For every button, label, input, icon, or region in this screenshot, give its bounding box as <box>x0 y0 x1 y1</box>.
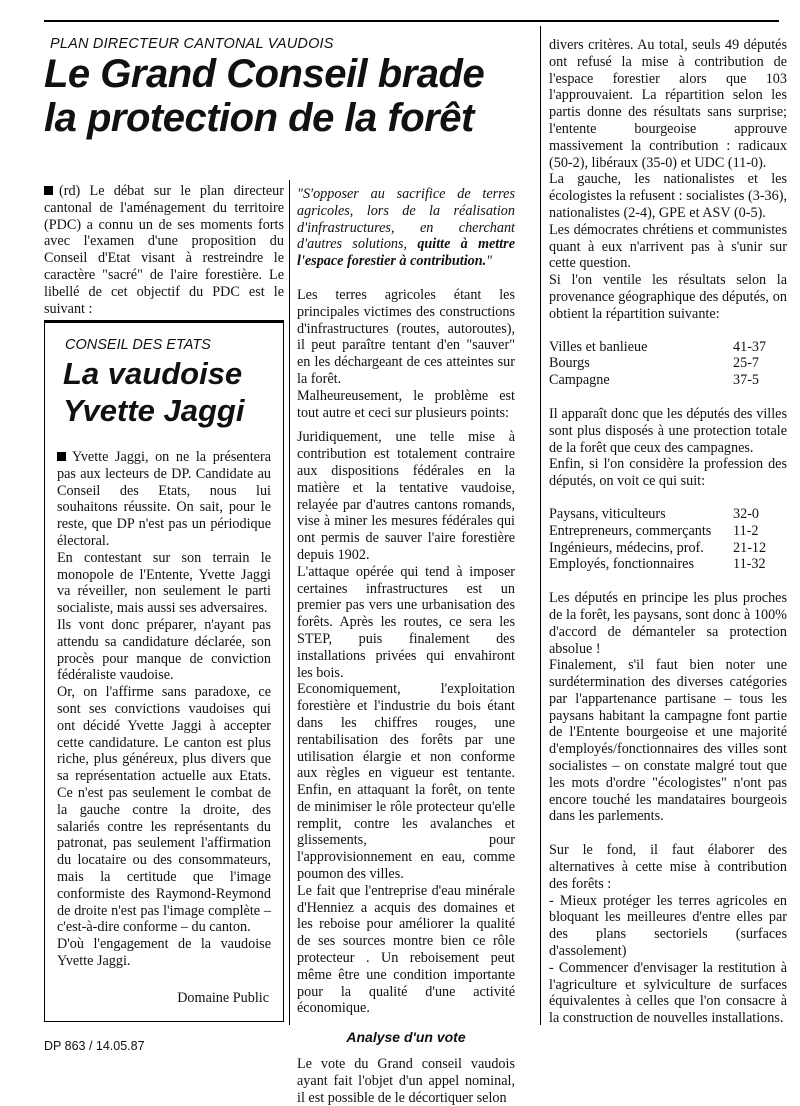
table-row: Villes et banlieue 41-37 <box>549 338 767 355</box>
sidebar-paragraph: Ils vont donc préparer, n'ayant pas attendu sa candidature déclarée, son procès pour manque de conviction fédéraliste vaudoise. <box>57 616 271 684</box>
body-paragraph: Economiquement, l'exploitation forestière et l'industrie du bois étant dans les chiffres rouges, une rentabilisation des forêts par une utilisation élargie et non conforme aux règles en vigueur est tentante. Enfin, en attaquant la forêt, on tente de minimiser le rôle protecteur qu'elle remplit, contre les avalanches et glissements, pour l'approvisionnement en eau, comme poumon des villes. <box>297 681 515 883</box>
body-paragraph: Sur le fond, il faut élaborer des alternatives à cette mise à contribution des forêts : <box>549 842 787 892</box>
body-paragraph: - Commencer d'envisager la restitution à l'agriculture et sylviculture de surfaces équivalentes à celles que l'on consacre à la construction de nouvelles installations. <box>549 959 787 1027</box>
column-2 <box>297 186 515 1106</box>
sidebar-paragraph: En contestant sur son terrain le monopole de l'Entente, Yvette Jaggi va réveiller, non seulement le parti socialiste, mais aussi ses adversaires. <box>57 549 271 617</box>
sidebar-kicker: CONSEIL DES ETATS <box>65 337 211 353</box>
column-1 <box>44 183 284 317</box>
column-divider <box>289 180 290 1025</box>
profession-results-table <box>549 506 787 573</box>
body-paragraph: Il apparaît donc que les députés des villes sont plus disposés à une protection totale de la forêt que ceux des campagnes. <box>549 405 787 456</box>
body-paragraph: Enfin, si l'on considère la profession des députés, on voit ce qui suit: <box>549 456 787 490</box>
body-paragraph: - Mieux protéger les terres agricoles en bloquant les meilleures d'entre elles par des plans sectoriels (surfaces d'assolement) <box>549 892 787 960</box>
body-paragraph: Finalement, s'il faut bien noter une surdétermination des diverses catégories par l'appartenance partisane – tous les paysans habitant la campagne font partie de l'Entente bourgeoise et une majorité d'employés/fonctionnaires des villes sont socialistes – on constate malgré tout que les mots d'ordre "écologistes" n'ont pas encore touché les mandataires bourgeois dans les parlements. <box>549 657 787 825</box>
sidebar-paragraph: D'où l'engagement de la vaudoise Yvette Jaggi. <box>57 936 271 969</box>
body-paragraph: Les terres agricoles étant les principales victimes des constructions d'infrastructures (routes, autoroutes), il peut paraître tentant d'en "sauver" en les déchargeant de ces atteintes sur la forêt. <box>297 286 515 387</box>
body-paragraph: Le vote du Grand conseil vaudois ayant fait l'objet d'un appel nominal, il est possible de le décortiquer selon <box>297 1056 515 1106</box>
bullet-square-icon <box>44 186 53 195</box>
body-paragraph: Juridiquement, une telle mise à contribution est totalement contraire aux dispositions fédérales en la matière et la tentative vaudoise, relayée par d'autres cantons romands, vise à miner les mesures fédérales qui ont permis de sauver l'aire forestière depuis 1902. <box>297 429 515 563</box>
body-paragraph: L'attaque opérée qui tend à imposer certaines infrastructures est un premier pas vers une urbanisation des forêts. Après les routes, ce sera les STEP, puis finalement des installations privées qui envahiront les bois. <box>297 563 515 681</box>
body-paragraph: Si l'on ventile les résultats selon la provenance géographique des députés, on obtient la répartition suivante: <box>549 272 787 322</box>
sidebar-title-line-2: Yvette Jaggi <box>63 393 245 428</box>
body-paragraph: Le fait que l'entreprise d'eau minérale d'Henniez a acquis des domaines et les reboise pour améliorer la qualité de ses sources montre bien ce rôle protecteur . Un reboisement peut même être une condition importante pour la qualité d'une activité économique. <box>297 882 515 1017</box>
headline-line-1: Le Grand Conseil brade <box>44 52 485 96</box>
body-paragraph: Malheureusement, le problème est tout autre et ceci sur plusieurs points: <box>297 387 515 421</box>
section-subhead: Analyse d'un vote <box>346 1029 466 1046</box>
sidebar-title <box>63 355 244 429</box>
sidebar-title-line-1: La vaudoise <box>63 356 243 391</box>
table-row: Ingénieurs, médecins, prof. 21-12 <box>549 539 767 556</box>
column-3 <box>549 37 787 1027</box>
sidebar-signature: Domaine Public <box>177 990 269 1006</box>
article-kicker: PLAN DIRECTEUR CANTONAL VAUDOIS <box>50 36 334 52</box>
table-row: Bourgs 25-7 <box>549 355 760 372</box>
body-paragraph: La gauche, les nationalistes et les écologistes la refusent : socialistes (3-36), nationalistes (2-4), GPE et ASV (0-5). <box>549 171 787 221</box>
table-row: Paysans, viticulteurs 32-0 <box>549 505 760 522</box>
table-row: Entrepreneurs, commerçants 11-2 <box>549 522 759 539</box>
geo-results-table <box>549 339 787 389</box>
body-paragraph: Les démocrates chrétiens et communistes quant à eux n'arrivent pas à s'unir sur cette question. <box>549 221 787 272</box>
table-row: Campagne 37-5 <box>549 372 760 389</box>
sidebar-paragraph: Yvette Jaggi, on ne la présentera pas aux lecteurs de DP. Candidate au Conseil des Etats, nous lui souhaitons réussite. On sait, pour le reste, que DP n'est pas un périodique électoral. <box>57 449 271 549</box>
body-paragraph: Les députés en principe les plus proches de la forêt, les paysans, sont donc à 100% d'accord de démanteler sa protection absolue ! <box>549 590 787 657</box>
headline-line-2: la protection de la forêt <box>44 96 474 140</box>
column-divider <box>540 26 541 1025</box>
top-rule <box>44 20 779 22</box>
intro-paragraph: (rd) Le débat sur le plan directeur cantonal de l'aménagement du territoire (PDC) a connu un de ses moments forts avec l'examen d'une proposition du Conseil d'Etat visant à restreindre le caractère "sacré" de l'aire forestière. Le libellé de cet objectif du PDC est le suivant : <box>44 183 284 317</box>
page-footer: DP 863 / 14.05.87 <box>44 1039 145 1053</box>
table-row: Employés, fonctionnaires 11-32 <box>549 556 766 573</box>
pdc-quote: "S'opposer au sacrifice de terres agricoles, lors de la réalisation d'infrastructures, en cherchant d'autres solutions, quitte à mettre l'espace forestier à contribution." <box>297 186 515 270</box>
article-headline <box>44 52 484 140</box>
bullet-square-icon <box>57 452 66 461</box>
sidebar-text <box>57 449 271 970</box>
sidebar-box <box>44 320 284 1022</box>
sidebar-paragraph: Or, on l'affirme sans paradoxe, ce sont ses convictions vaudoises qui ont décidé Yvette Jaggi à accepter cette candidature. Le canton est plus riche, plus généreux, plus divers que sa représentation actuelle aux Etats. Ce n'est pas seulement le combat de la gauche contre la droite, des salariés contre les représentants du patronat, pas seulement l'affirmation du locataire ou des consommateurs, mais la certitude que l'image conformiste des Raymond-Reymond de droite n'est pas l'image complète – c'est-à-dire conforme – du canton. <box>57 684 271 936</box>
body-paragraph: divers critères. Au total, seuls 49 députés ont refusé la mise à contribution de l'espace forestier alors que 103 l'approuvaient. La répartition selon les partis donne des résultats sans surprise; l'entente bourgeoise approuve massivement la contribution : radicaux (50-2), libéraux (35-0) et UDC (11-0). <box>549 37 787 171</box>
